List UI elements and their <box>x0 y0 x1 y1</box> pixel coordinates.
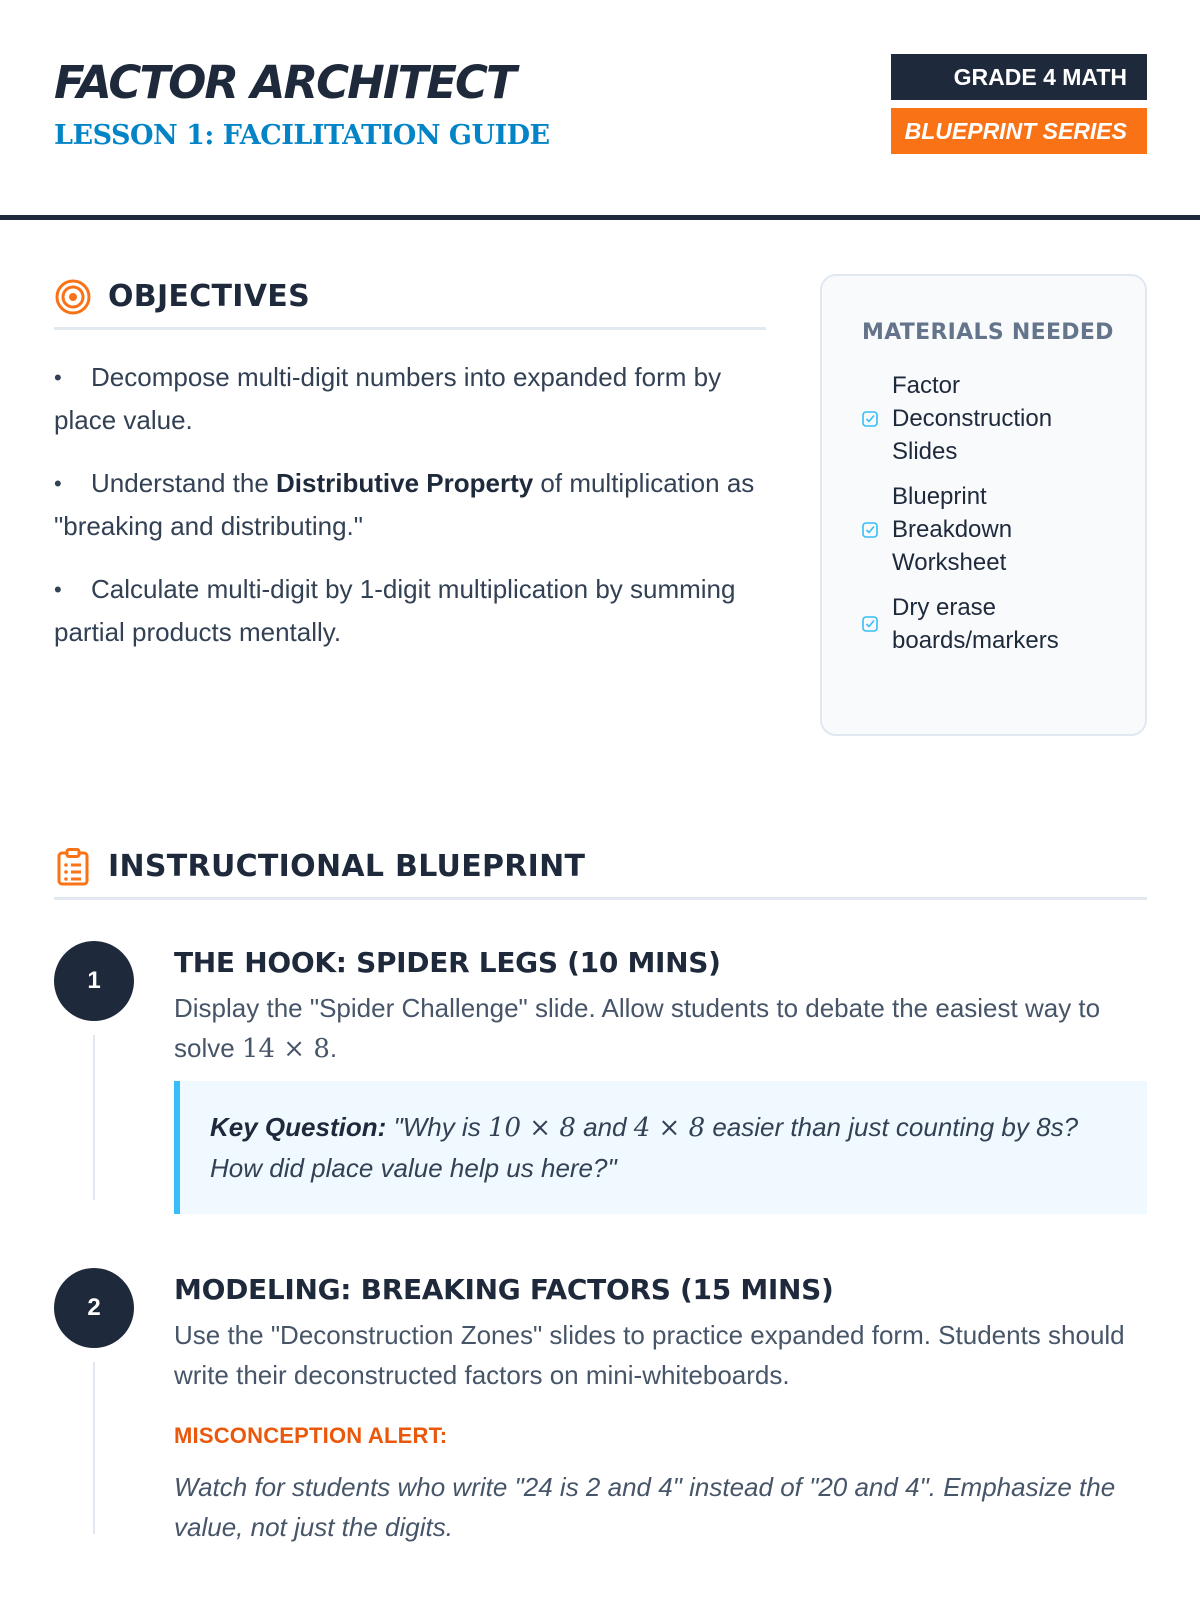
grade-badge: GRADE 4 MATH <box>891 54 1147 100</box>
key-question-label: Key Question: <box>210 1112 387 1142</box>
clipboard-list-icon <box>54 848 92 886</box>
page-title: FACTOR ARCHITECT <box>54 56 515 109</box>
material-item: Dry erase boards/markers <box>862 591 1115 657</box>
materials-panel <box>820 274 1147 736</box>
check-square-icon <box>862 411 892 427</box>
objectives-list <box>54 356 766 674</box>
step-1-description: Display the "Spider Challenge" slide. Allow students to debate the easiest way to solve 14 × 8. <box>174 993 1101 1064</box>
distributive-property-term: Distributive Property <box>276 468 534 498</box>
step-1-number: 1 <box>54 941 134 1021</box>
step-1-connector <box>93 1035 95 1200</box>
step-2-connector <box>93 1362 95 1534</box>
target-icon <box>54 278 92 316</box>
misconception-alert-label: MISCONCEPTION ALERT: <box>174 1423 448 1448</box>
step-1-title: THE HOOK: SPIDER LEGS (10 MINS) <box>174 946 721 979</box>
page-header <box>0 0 1200 220</box>
math-expression: 14 × 8 <box>241 1034 330 1064</box>
check-square-icon <box>862 616 892 632</box>
key-question-callout: Key Question: "Why is 10 × 8 and 4 × 8 easier than just counting by 8s? How did place value help us here?" <box>174 1081 1147 1214</box>
check-square-icon <box>862 522 892 538</box>
step-2-description: Use the "Deconstruction Zones" slides to practice expanded form. Students should write their deconstructed factors on mini-whiteboards. <box>174 1320 1125 1390</box>
step-2-number: 2 <box>54 1268 134 1348</box>
material-item: Factor Deconstruction Slides <box>862 369 1115 468</box>
misconception-alert-text: Watch for students who write "24 is 2 and 4" instead of "20 and 4". Emphasize the value, not just the digits. <box>174 1472 1116 1542</box>
page-subtitle: LESSON 1: FACILITATION GUIDE <box>54 120 550 151</box>
objectives-heading <box>54 276 766 330</box>
material-item: Blueprint Breakdown Worksheet <box>862 480 1115 579</box>
series-badge: BLUEPRINT SERIES <box>891 108 1147 154</box>
step-2-title: MODELING: BREAKING FACTORS (15 MINS) <box>174 1273 834 1306</box>
materials-title: MATERIALS NEEDED <box>862 320 1114 345</box>
blueprint-title: INSTRUCTIONAL BLUEPRINT <box>108 849 586 884</box>
objectives-title: OBJECTIVES <box>108 279 310 314</box>
objective-item: • Calculate multi-digit by 1-digit multiplication by summing partial products mentally. <box>54 574 736 647</box>
blueprint-heading <box>54 846 1147 900</box>
objective-item: • Decompose multi-digit numbers into expanded form by place value. <box>54 362 722 435</box>
objective-item: • Understand the Distributive Property of multiplication as "breaking and distributing." <box>54 468 755 541</box>
